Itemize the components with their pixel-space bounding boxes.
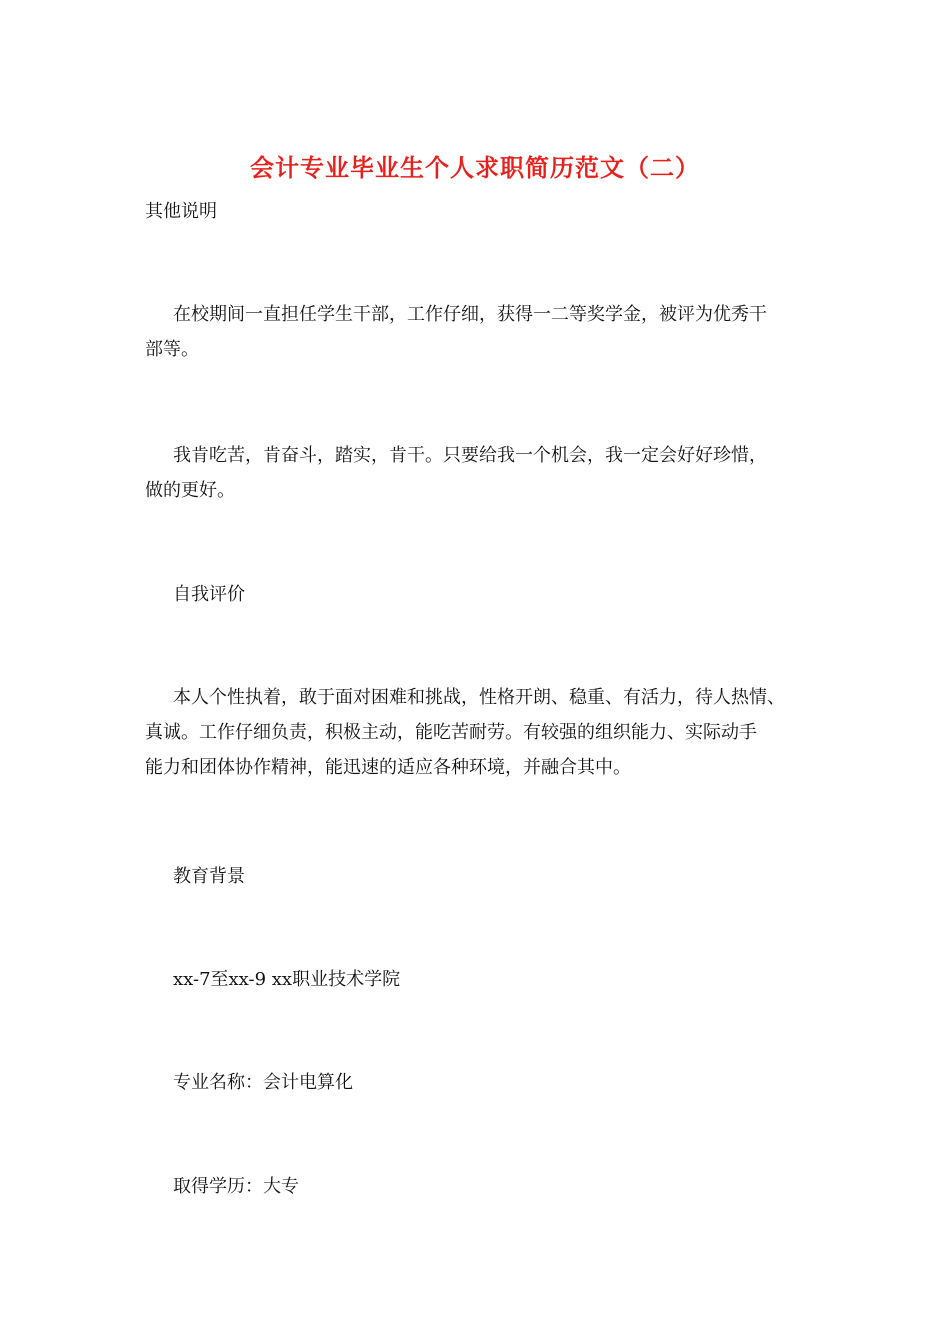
- section-heading-other: 其他说明: [145, 201, 217, 222]
- paragraph-line: 在校期间一直担任学生干部，工作仔细，获得一二等奖学金，被评为优秀干: [173, 304, 767, 325]
- document-title: 会计专业毕业生个人求职简历范文（二）: [250, 153, 700, 182]
- section-heading-education: 教育背景: [173, 866, 245, 887]
- paragraph-line: 真诚。工作仔细负责，积极主动，能吃苦耐劳。有较强的组织能力、实际动手: [145, 722, 757, 743]
- paragraph-student-leader: [145, 297, 835, 367]
- section-heading-self-evaluation: 自我评价: [173, 584, 245, 605]
- paragraph-self-evaluation: [145, 680, 835, 785]
- paragraph-hardworking: [145, 438, 835, 508]
- paragraph-line: 能力和团体协作精神，能迅速的适应各种环境，并融合其中。: [145, 757, 631, 778]
- degree-obtained: 取得学历：大专: [173, 1176, 299, 1197]
- paragraph-line: 部等。: [145, 339, 199, 360]
- education-period: xx-7至xx-9 xx职业技术学院: [173, 969, 401, 990]
- paragraph-line: 本人个性执着，敢于面对困难和挑战，性格开朗、稳重、有活力，待人热情、: [173, 687, 785, 708]
- paragraph-line: 做的更好。: [145, 480, 235, 501]
- major-name: 专业名称：会计电算化: [173, 1072, 353, 1093]
- paragraph-line: 我肯吃苦，肯奋斗，踏实，肯干。只要给我一个机会，我一定会好好珍惜，: [173, 445, 767, 466]
